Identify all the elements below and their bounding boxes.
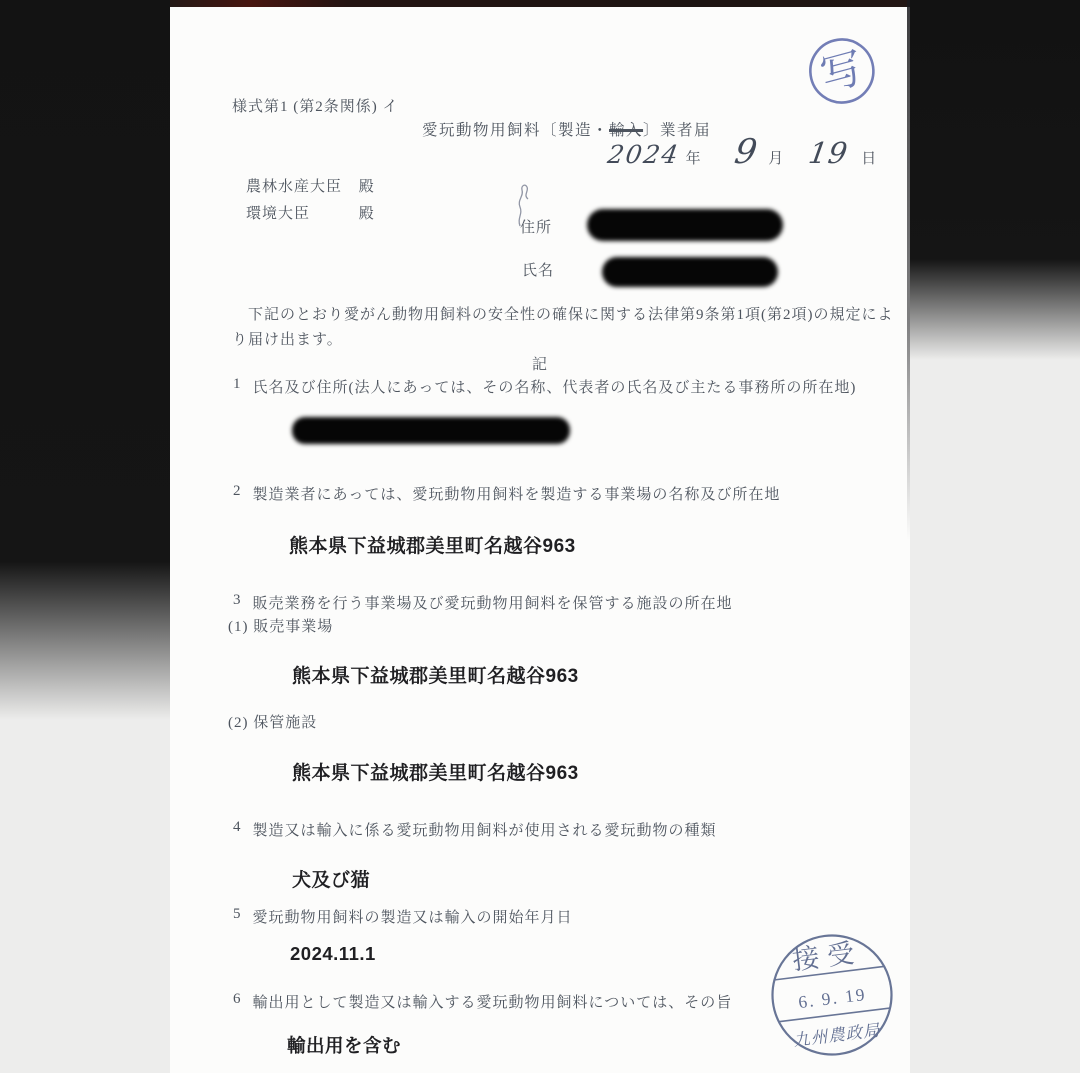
form-code: 様式第1 (第2条関係) イ: [232, 99, 399, 115]
reception-stamp-divider: [779, 1008, 890, 1022]
addressee-honorific: 殿: [358, 206, 375, 222]
reception-stamp: [762, 925, 902, 1065]
record-heading: 記: [531, 357, 548, 373]
photo-background-left: [0, 0, 171, 720]
page-top-edge-shadow: [170, 0, 910, 7]
photo-background-right: [908, 0, 1080, 360]
addressees: [246, 174, 375, 228]
date-year-handwritten: 2024: [605, 140, 682, 169]
reception-stamp-title: 接受: [790, 937, 864, 976]
redaction-bar-name: [602, 257, 778, 287]
body-paragraph: 下記のとおり愛がん動物用飼料の安全性の確保に関する法律第9条第1項(第2項)の規定により届け出ます。: [232, 307, 894, 348]
document-page: [170, 4, 910, 1073]
item-number: 4: [233, 819, 242, 835]
item-2-value: 熊本県下益城郡美里町名越谷963: [289, 536, 576, 557]
date-month-handwritten: 9: [731, 132, 760, 172]
copy-stamp-char: 写: [816, 45, 869, 101]
item-number: 1: [233, 376, 242, 392]
item-text: 輸出用として製造又は輸入する愛玩動物用飼料については、その旨: [252, 995, 733, 1011]
item-4-value: 犬及び猫: [292, 870, 371, 891]
date-day-unit: 日: [861, 151, 877, 167]
addressee-row: [246, 201, 375, 228]
item-number: 2: [233, 483, 242, 499]
item-3: [233, 592, 888, 613]
addressee-name: 農林水産大臣: [246, 179, 343, 195]
item-text: 製造業者にあっては、愛玩動物用飼料を製造する事業場の名称及び所在地: [252, 487, 781, 503]
item-text: 愛玩動物用飼料の製造又は輸入の開始年月日: [252, 910, 573, 926]
item-5-value: 2024.11.1: [290, 943, 376, 964]
item-3-sub-2-label: (2) 保管施設: [228, 715, 318, 731]
title-suffix: 〕業者届: [643, 122, 712, 139]
redaction-bar-item1: [292, 417, 570, 444]
date-month-unit: 月: [768, 151, 784, 167]
item-number: 5: [233, 906, 242, 922]
addressee-honorific: 殿: [358, 179, 375, 195]
item-3-sub-1-label: (1) 販売事業場: [228, 619, 334, 635]
item-4: [233, 819, 888, 840]
item-2: [233, 483, 888, 504]
item-text: 製造又は輸入に係る愛玩動物用飼料が使用される愛玩動物の種類: [252, 823, 717, 839]
item-text: 氏名及び住所(法人にあっては、その名称、代表者の氏名及び主たる事務所の所在地): [252, 380, 857, 396]
item-3-sub-2-value: 熊本県下益城郡美里町名越谷963: [292, 763, 579, 784]
reception-stamp-office: 九州農政局: [792, 1020, 882, 1050]
addressee-name: 環境大臣: [246, 206, 311, 222]
date-day-handwritten: 19: [806, 136, 851, 170]
title-prefix: 愛玩動物用飼料〔製造・: [422, 122, 610, 139]
item-5: [233, 906, 888, 927]
address-label: 住所: [520, 220, 553, 236]
item-1: [233, 376, 888, 397]
addressee-row: [246, 174, 375, 201]
item-number: 3: [233, 592, 242, 608]
item-number: 6: [233, 991, 242, 1007]
date-year-unit: 年: [685, 151, 701, 167]
item-3-sub-1-value: 熊本県下益城郡美里町名越谷963: [292, 666, 579, 687]
submission-date: [605, 132, 877, 172]
page-right-edge-shadow: [907, 0, 910, 540]
title-struck-word: 輸入: [609, 122, 644, 139]
redaction-bar-address: [587, 209, 783, 241]
name-label: 氏名: [522, 263, 555, 279]
item-text: 販売業務を行う事業場及び愛玩動物用飼料を保管する施設の所在地: [252, 596, 733, 612]
item-6-value: 輸出用を含む: [287, 1035, 402, 1056]
reception-stamp-date: 6. 9. 19: [797, 983, 868, 1013]
copy-stamp: [796, 26, 888, 118]
